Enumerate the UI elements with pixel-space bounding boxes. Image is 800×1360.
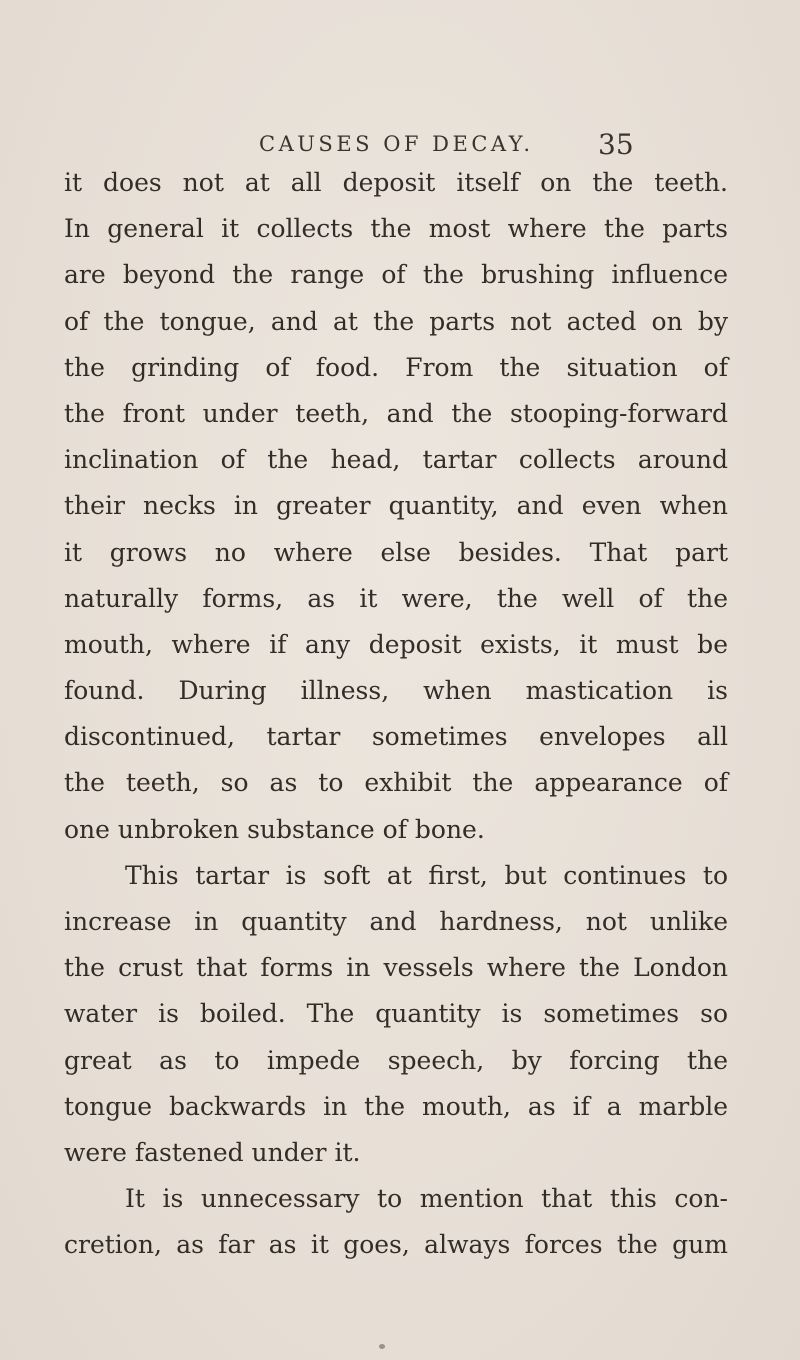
text-line: the front under teeth, and the stooping-forward (64, 398, 728, 428)
text-line: In general it collects the most where the parts (64, 214, 728, 244)
text-line: of the tongue, and at the parts not acted on by (64, 306, 728, 336)
text-line: increase in quantity and hardness, not unlike (64, 907, 728, 936)
text-line: mouth, where if any deposit exists, it must be (64, 629, 728, 659)
text-line: great as to impede speech, by forcing the (64, 1045, 728, 1075)
running-title: CAUSES OF DECAY. (259, 132, 534, 156)
text-line: one unbroken substance of bone. (64, 814, 485, 844)
body-text (64, 160, 728, 1269)
text-line: are beyond the range of the brushing influence (64, 260, 728, 290)
page-number: 35 (598, 128, 634, 161)
text-line: tongue backwards in the mouth, as if a marble (64, 1091, 728, 1121)
text-line: it does not at all deposit itself on the teeth. (64, 168, 728, 197)
text-line: naturally forms, as it were, the well of the (64, 583, 728, 613)
text-line: the crust that forms in vessels where the London (64, 953, 728, 983)
text-line: the grinding of food. From the situation of (64, 352, 728, 382)
text-line: it grows no where else besides. That part (64, 537, 728, 567)
text-line: found. During illness, when mastication is (64, 676, 728, 706)
text-line: cretion, as far as it goes, always forces the gum (64, 1230, 728, 1260)
text-line: their necks in greater quantity, and even when (64, 491, 728, 521)
text-line: were fastened under it. (64, 1137, 361, 1167)
text-line: the teeth, so as to exhibit the appearance of (64, 768, 728, 798)
text-line: water is boiled. The quantity is sometimes so (64, 999, 728, 1029)
text-line: This tartar is soft at first, but continues to (125, 860, 728, 890)
text-line: discontinued, tartar sometimes envelopes all (64, 722, 728, 752)
text-line: It is unnecessary to mention that this con- (125, 1184, 728, 1214)
ink-speck (379, 1344, 385, 1349)
text-line: inclination of the head, tartar collects around (64, 445, 728, 475)
